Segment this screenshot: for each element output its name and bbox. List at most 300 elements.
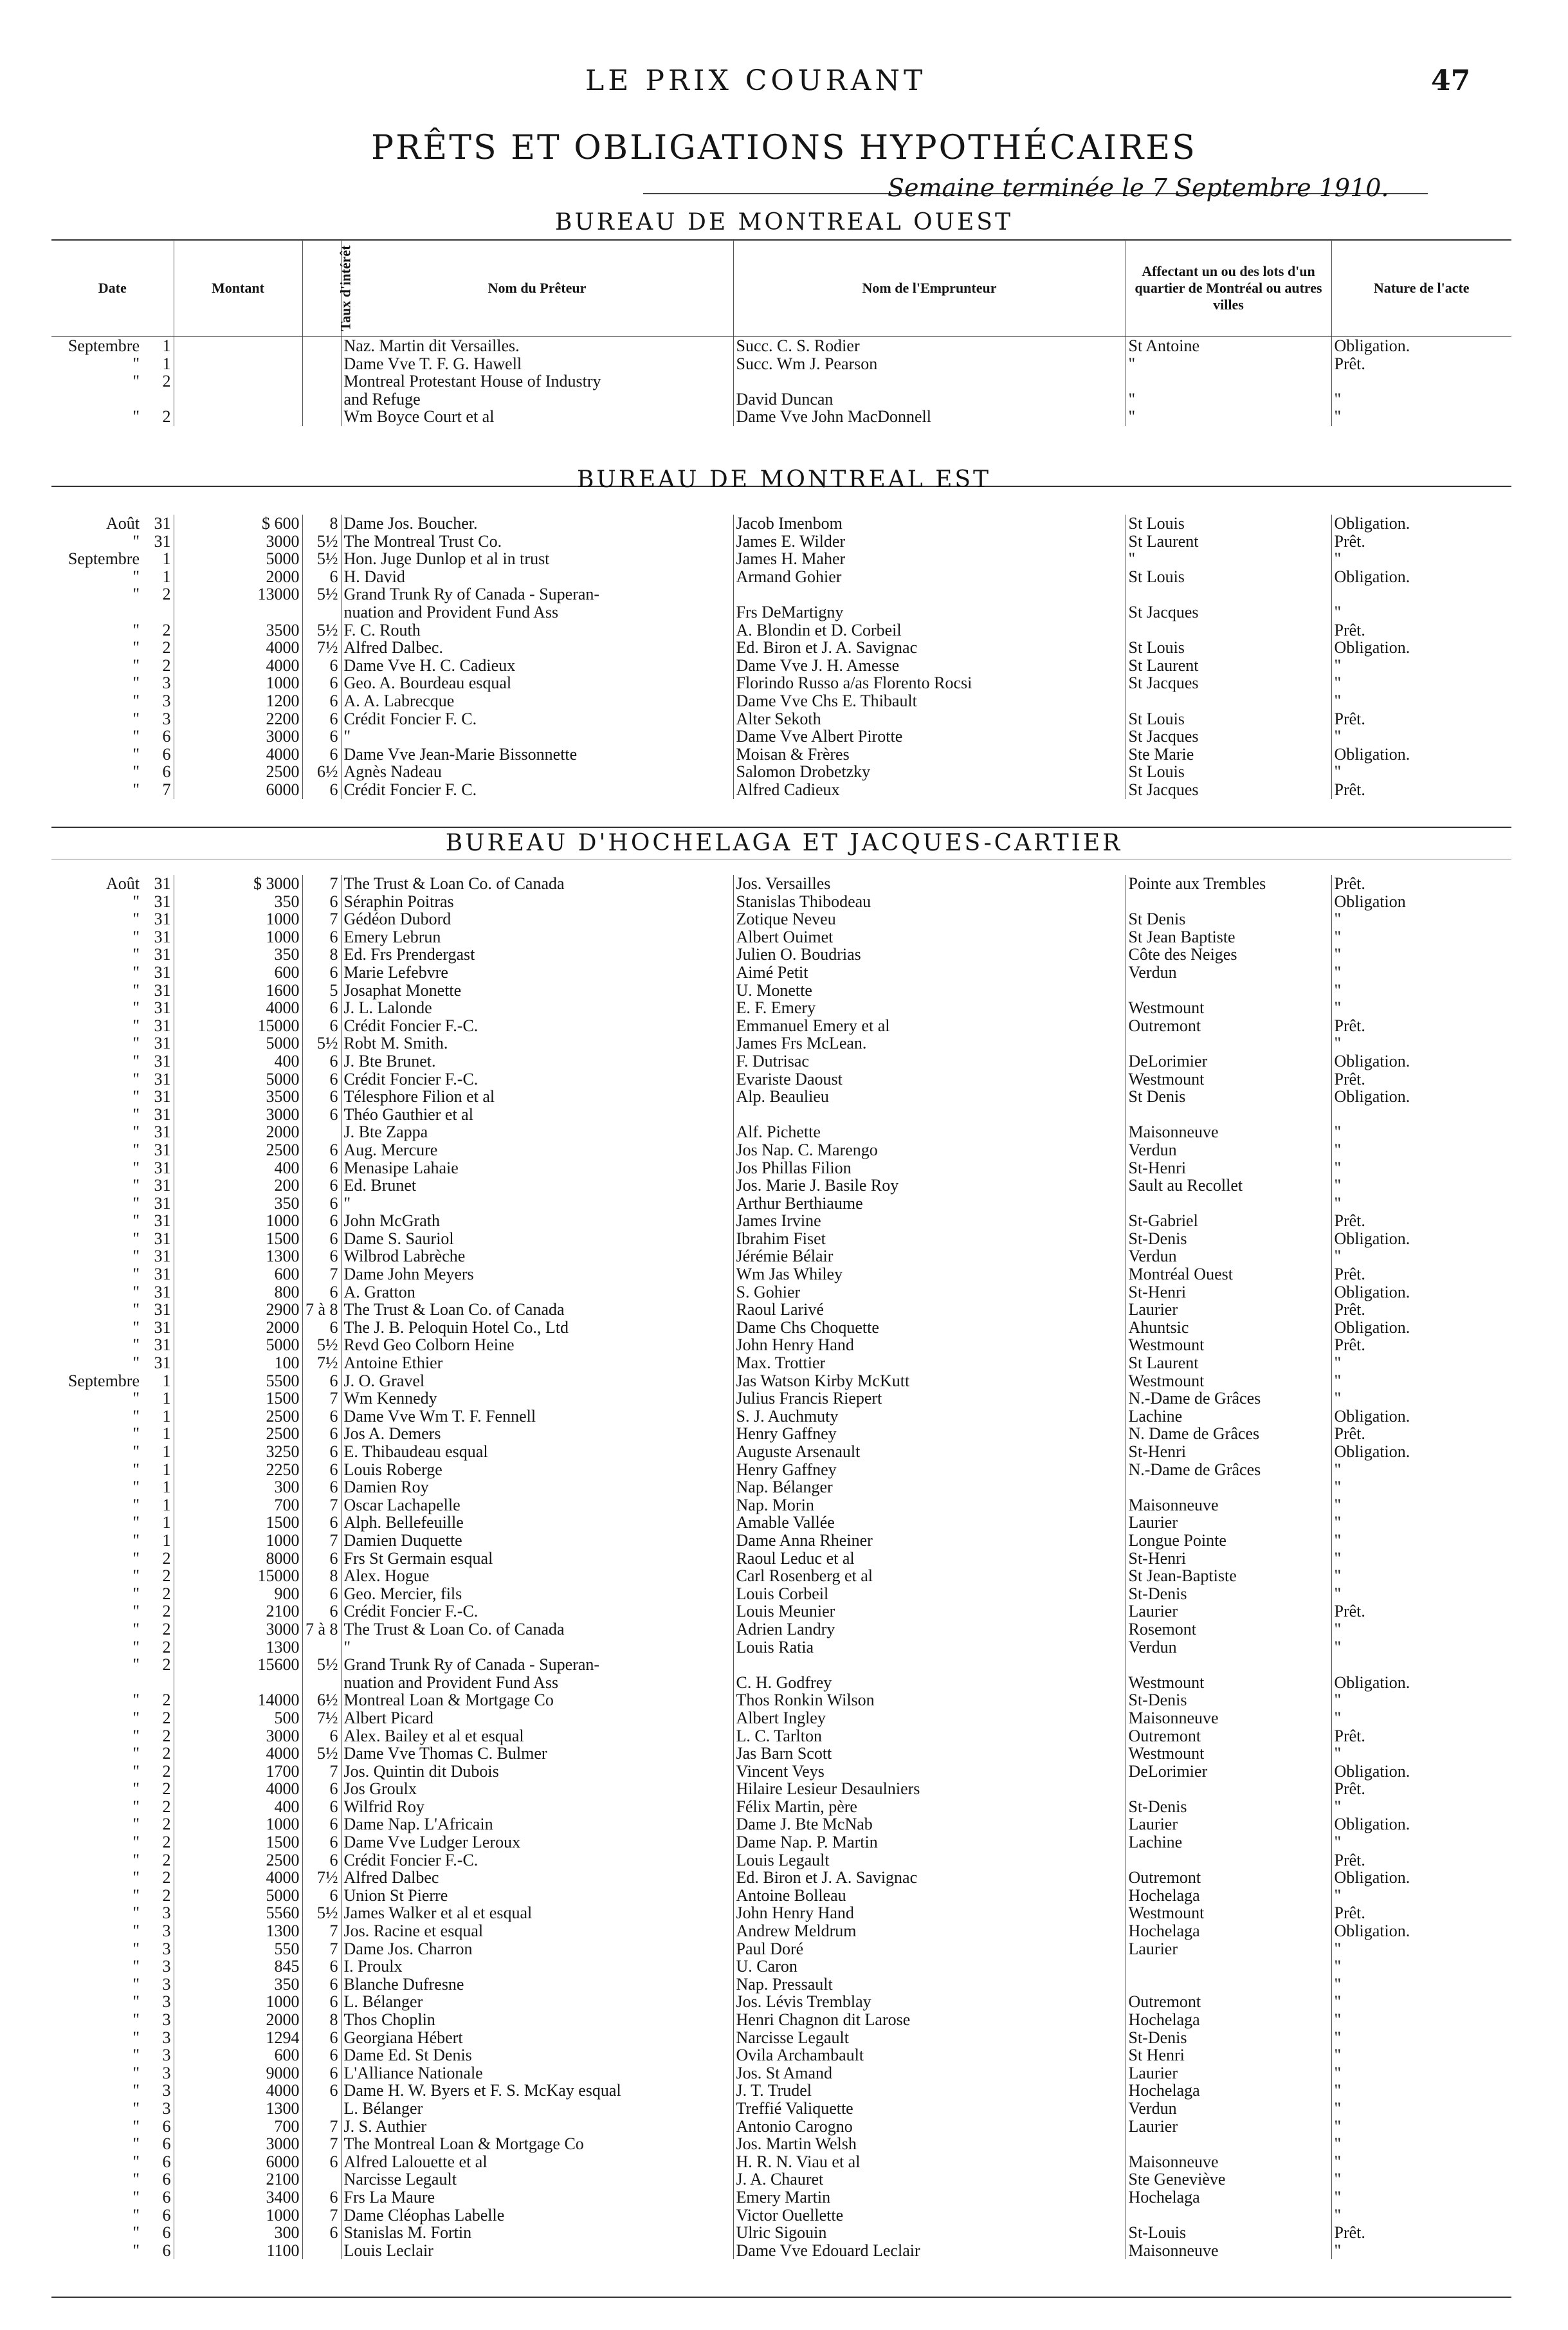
row-day: 1 bbox=[162, 567, 171, 586]
row-amount: 3250 bbox=[174, 1443, 302, 1461]
date-cell bbox=[51, 2118, 174, 2136]
date-cell bbox=[51, 982, 174, 1000]
row-lender: Wilfrid Roy bbox=[341, 1798, 733, 1816]
table-row bbox=[51, 372, 1511, 390]
row-day: 6 bbox=[162, 2152, 171, 2171]
row-lender: Antoine Ethier bbox=[341, 1354, 733, 1372]
table-row bbox=[51, 2046, 1511, 2064]
row-rate: 6 bbox=[302, 1443, 341, 1461]
row-day: 1 bbox=[162, 1424, 171, 1444]
row-borrower: Raoul Larivé bbox=[733, 1301, 1126, 1319]
row-lender: Louis Roberge bbox=[341, 1461, 733, 1479]
row-month: " bbox=[132, 1922, 140, 1941]
row-lender: The J. B. Peloquin Hotel Co., Ltd bbox=[341, 1319, 733, 1337]
date-cell bbox=[51, 1887, 174, 1905]
row-day: 1 bbox=[162, 336, 171, 355]
row-district: St-Henri bbox=[1126, 1283, 1331, 1301]
row-amount: 300 bbox=[174, 2224, 302, 2242]
row-nature: Prêt. bbox=[1334, 1779, 1365, 1799]
row-rate: 8 bbox=[302, 1567, 341, 1585]
row-lender: Théo Gauthier et al bbox=[341, 1106, 733, 1124]
row-month: " bbox=[132, 1424, 140, 1444]
row-rate: 7 bbox=[302, 1532, 341, 1550]
row-borrower: F. Dutrisac bbox=[733, 1052, 1126, 1070]
row-nature: " bbox=[1334, 2010, 1342, 2029]
row-borrower: Armand Gohier bbox=[733, 568, 1126, 586]
row-month: " bbox=[132, 1158, 140, 1177]
table-row bbox=[51, 1709, 1511, 1727]
table-row bbox=[51, 1585, 1511, 1603]
date-cell bbox=[51, 1496, 174, 1514]
week-label: Semaine terminée le 7 Septembre 1910. bbox=[888, 174, 1389, 202]
row-nature: " bbox=[1334, 910, 1342, 929]
row-rate: 7 à 8 bbox=[302, 1301, 341, 1319]
row-month: " bbox=[132, 638, 140, 657]
row-rate: 7 bbox=[302, 1940, 341, 1958]
row-month: " bbox=[132, 2063, 140, 2082]
date-cell bbox=[51, 781, 174, 799]
row-amount: 15600 bbox=[174, 1656, 302, 1674]
row-nature: Obligation. bbox=[1334, 1317, 1410, 1337]
row-district: " bbox=[1126, 390, 1331, 408]
row-borrower: Ulric Sigouin bbox=[733, 2224, 1126, 2242]
row-lender: Oscar Lachapelle bbox=[341, 1496, 733, 1514]
row-district: Longue Pointe bbox=[1126, 1532, 1331, 1550]
row-day: 3 bbox=[162, 1922, 171, 1941]
date-cell bbox=[51, 1141, 174, 1159]
row-nature: Prêt. bbox=[1334, 1211, 1365, 1231]
row-borrower: Hilaire Lesieur Desaulniers bbox=[733, 1780, 1126, 1798]
row-nature bbox=[1331, 1656, 1511, 1674]
table-row bbox=[51, 1247, 1511, 1265]
row-rate: 7½ bbox=[302, 1869, 341, 1887]
row-month: " bbox=[132, 2028, 140, 2047]
date-cell bbox=[51, 2046, 174, 2064]
row-district: St-Gabriel bbox=[1126, 1212, 1331, 1230]
row-district: Montréal Ouest bbox=[1126, 1265, 1331, 1283]
row-lender: Dame Vve H. C. Cadieux bbox=[341, 657, 733, 675]
row-lender: Wilbrod Labrèche bbox=[341, 1247, 733, 1265]
row-lender: Georgiana Hébert bbox=[341, 2029, 733, 2047]
row-month: Septembre bbox=[68, 1371, 140, 1390]
row-amount: 3000 bbox=[174, 533, 302, 551]
table-row bbox=[51, 692, 1511, 710]
table-row bbox=[51, 1780, 1511, 1798]
row-rate: 6 bbox=[302, 710, 341, 728]
row-amount: 5000 bbox=[174, 1887, 302, 1905]
row-borrower: Dame Vve J. H. Amesse bbox=[733, 657, 1126, 675]
row-month: " bbox=[132, 1051, 140, 1070]
row-district: Laurier bbox=[1126, 1602, 1331, 1620]
row-day: 1 bbox=[162, 1371, 171, 1390]
row-rate: 6 bbox=[302, 1408, 341, 1426]
row-rate: 7 bbox=[302, 1390, 341, 1408]
date-cell bbox=[51, 2206, 174, 2225]
row-day: 6 bbox=[162, 727, 171, 746]
table-header bbox=[51, 240, 1511, 337]
row-lender: Télesphore Filion et al bbox=[341, 1088, 733, 1106]
row-district: Verdun bbox=[1126, 2100, 1331, 2118]
row-district: St-Denis bbox=[1126, 1230, 1331, 1248]
table-row bbox=[51, 2206, 1511, 2225]
row-borrower: Adrien Landry bbox=[733, 1620, 1126, 1638]
row-lender: Emery Lebrun bbox=[341, 928, 733, 946]
row-borrower: L. C. Tarlton bbox=[733, 1727, 1126, 1745]
row-amount: 1500 bbox=[174, 1833, 302, 1851]
row-day: 31 bbox=[154, 1105, 171, 1124]
row-nature: Prêt. bbox=[1334, 1850, 1365, 1869]
col-taux-label: Taux d'intérêt bbox=[337, 245, 354, 331]
row-nature: Obligation. bbox=[1334, 744, 1410, 764]
row-nature: Obligation. bbox=[1334, 1282, 1410, 1301]
row-rate bbox=[302, 2100, 341, 2118]
row-nature: Prêt. bbox=[1334, 1016, 1365, 1035]
row-nature: Prêt. bbox=[1334, 1300, 1365, 1319]
row-day: 2 bbox=[162, 1833, 171, 1852]
row-district: St Henri bbox=[1126, 2046, 1331, 2064]
row-borrower: Alter Sekoth bbox=[733, 710, 1126, 728]
row-nature: " bbox=[1334, 1513, 1342, 1532]
row-day: 2 bbox=[162, 1708, 171, 1727]
row-amount: 2500 bbox=[174, 1425, 302, 1443]
row-district: St Louis bbox=[1126, 710, 1331, 728]
row-month: " bbox=[132, 2010, 140, 2029]
row-month: Août bbox=[106, 514, 140, 533]
row-nature: " bbox=[1334, 1974, 1342, 1994]
row-amount: 400 bbox=[174, 1798, 302, 1816]
date-cell bbox=[51, 1851, 174, 1869]
row-lender: Crédit Foncier F.-C. bbox=[341, 1017, 733, 1035]
row-month: Septembre bbox=[68, 336, 140, 355]
row-lender: Dame John Meyers bbox=[341, 1265, 733, 1283]
row-rate bbox=[302, 390, 341, 408]
row-nature: " bbox=[1334, 1548, 1342, 1568]
row-lender: The Montreal Loan & Mortgage Co bbox=[341, 2135, 733, 2153]
row-borrower: Louis Legault bbox=[733, 1851, 1126, 1869]
table-row bbox=[51, 1869, 1511, 1887]
row-lender: The Trust & Loan Co. of Canada bbox=[341, 1620, 733, 1638]
row-nature: " bbox=[1334, 1708, 1342, 1727]
row-amount: 4000 bbox=[174, 2082, 302, 2100]
row-borrower: Stanislas Thibodeau bbox=[733, 893, 1126, 911]
row-rate: 7 bbox=[302, 875, 341, 893]
row-borrower: Andrew Meldrum bbox=[733, 1922, 1126, 1940]
row-borrower: Alfred Cadieux bbox=[733, 781, 1126, 799]
row-rate: 6 bbox=[302, 1247, 341, 1265]
date-cell bbox=[51, 515, 174, 533]
row-day: 3 bbox=[162, 1903, 171, 1923]
row-amount bbox=[174, 337, 302, 355]
table-row bbox=[51, 1620, 1511, 1638]
row-district: St Louis bbox=[1126, 763, 1331, 781]
row-district: St Laurent bbox=[1126, 533, 1331, 551]
row-district bbox=[1126, 585, 1331, 603]
row-district: St-Denis bbox=[1126, 2029, 1331, 2047]
row-borrower: Dame Chs Choquette bbox=[733, 1319, 1126, 1337]
row-amount: 1300 bbox=[174, 1922, 302, 1940]
row-day: 2 bbox=[162, 1584, 171, 1603]
row-rate: 7 bbox=[302, 1496, 341, 1514]
row-district: St Laurent bbox=[1126, 1354, 1331, 1372]
date-cell bbox=[51, 1780, 174, 1798]
row-borrower: Jos Nap. C. Marengo bbox=[733, 1141, 1126, 1159]
date-cell bbox=[51, 1088, 174, 1106]
table-row bbox=[51, 1088, 1511, 1106]
row-lender: Union St Pierre bbox=[341, 1887, 733, 1905]
row-amount: 600 bbox=[174, 1265, 302, 1283]
row-borrower: Ovila Archambault bbox=[733, 2046, 1126, 2064]
row-month: " bbox=[132, 2134, 140, 2154]
date-cell bbox=[51, 692, 174, 710]
row-district: St-Denis bbox=[1126, 1691, 1331, 1709]
row-month: " bbox=[132, 1744, 140, 1763]
table-row bbox=[51, 657, 1511, 675]
date-cell bbox=[51, 1833, 174, 1851]
row-amount: 700 bbox=[174, 1496, 302, 1514]
row-district: Outremont bbox=[1126, 1017, 1331, 1035]
row-amount: 5500 bbox=[174, 1372, 302, 1390]
row-borrower: Nap. Pressault bbox=[733, 1976, 1126, 1994]
table-row bbox=[51, 982, 1511, 1000]
row-lender: Jos Groulx bbox=[341, 1780, 733, 1798]
table-row bbox=[51, 1052, 1511, 1070]
row-borrower: Nap. Morin bbox=[733, 1496, 1126, 1514]
row-month: " bbox=[132, 2187, 140, 2206]
row-district: St Jacques bbox=[1126, 781, 1331, 799]
row-amount: 2500 bbox=[174, 763, 302, 781]
row-day: 31 bbox=[154, 874, 171, 893]
row-district: " bbox=[1126, 550, 1331, 568]
row-amount: 1000 bbox=[174, 1815, 302, 1833]
date-cell bbox=[51, 1691, 174, 1709]
row-month: " bbox=[132, 1939, 140, 1958]
row-district: Sault au Recollet bbox=[1126, 1177, 1331, 1195]
row-day: 31 bbox=[154, 1087, 171, 1106]
table-row bbox=[51, 2082, 1511, 2100]
table-row bbox=[51, 603, 1511, 621]
row-rate: 6 bbox=[302, 1976, 341, 1994]
date-cell bbox=[51, 1106, 174, 1124]
row-day: 2 bbox=[162, 1566, 171, 1586]
row-district: Hochelaga bbox=[1126, 1922, 1331, 1940]
row-day: 31 bbox=[154, 1051, 171, 1070]
row-month: " bbox=[132, 1105, 140, 1124]
row-district: Ste Geneviève bbox=[1126, 2170, 1331, 2188]
row-nature: " bbox=[1334, 2134, 1342, 2154]
date-cell bbox=[51, 2029, 174, 2047]
row-day: 2 bbox=[162, 1691, 171, 1710]
row-lender: J. L. Lalonde bbox=[341, 999, 733, 1017]
row-lender: nuation and Provident Fund Ass bbox=[341, 603, 733, 621]
row-month: " bbox=[132, 910, 140, 929]
section-title-montreal-est: BUREAU DE MONTREAL EST bbox=[576, 466, 992, 493]
page-number: 47 bbox=[1431, 64, 1471, 97]
row-nature: " bbox=[1334, 2028, 1342, 2047]
row-amount: 3500 bbox=[174, 1088, 302, 1106]
date-cell bbox=[51, 946, 174, 964]
row-rate: 6 bbox=[302, 1851, 341, 1869]
row-day: 31 bbox=[154, 927, 171, 946]
row-lender: Grand Trunk Ry of Canada - Superan- bbox=[341, 1656, 733, 1674]
row-borrower: Ed. Biron et J. A. Savignac bbox=[733, 1869, 1126, 1887]
table-row bbox=[51, 1461, 1511, 1479]
row-district bbox=[1126, 1034, 1331, 1052]
row-amount: 800 bbox=[174, 1283, 302, 1301]
row-borrower: Zotique Neveu bbox=[733, 910, 1126, 928]
row-rate: 6 bbox=[302, 2046, 341, 2064]
row-borrower: James E. Wilder bbox=[733, 533, 1126, 551]
row-month: " bbox=[132, 1530, 140, 1550]
row-day: 1 bbox=[162, 1442, 171, 1461]
row-month: " bbox=[132, 2116, 140, 2136]
row-district: Hochelaga bbox=[1126, 2082, 1331, 2100]
row-nature: " bbox=[1334, 762, 1342, 782]
date-cell bbox=[51, 1922, 174, 1940]
row-day: 2 bbox=[162, 1885, 171, 1905]
row-district: Westmount bbox=[1126, 1336, 1331, 1354]
row-day: 1 bbox=[162, 1513, 171, 1532]
row-amount: 700 bbox=[174, 2118, 302, 2136]
row-nature: " bbox=[1334, 1495, 1342, 1514]
table-row bbox=[51, 1195, 1511, 1213]
row-month: " bbox=[132, 927, 140, 946]
row-day: 31 bbox=[154, 1069, 171, 1088]
row-nature: " bbox=[1334, 1034, 1342, 1053]
row-district: St Jacques bbox=[1126, 674, 1331, 692]
row-district: Lachine bbox=[1126, 1408, 1331, 1426]
table-row bbox=[51, 1904, 1511, 1922]
table-row bbox=[51, 1550, 1511, 1568]
row-nature: Prêt. bbox=[1334, 2223, 1365, 2243]
row-day: 1 bbox=[162, 549, 171, 569]
row-nature: Obligation. bbox=[1334, 1922, 1410, 1941]
row-month: " bbox=[132, 407, 140, 427]
row-day: 3 bbox=[162, 1992, 171, 2012]
date-cell bbox=[51, 999, 174, 1017]
row-borrower: Louis Corbeil bbox=[733, 1585, 1126, 1603]
row-borrower: James H. Maher bbox=[733, 550, 1126, 568]
col-nature: Nature de l'acte bbox=[1331, 240, 1511, 337]
row-borrower: Frs DeMartigny bbox=[733, 603, 1126, 621]
row-district bbox=[1126, 1195, 1331, 1213]
date-cell bbox=[51, 1017, 174, 1035]
row-nature: " bbox=[1334, 549, 1342, 569]
table-row bbox=[51, 2100, 1511, 2118]
row-nature: Prêt. bbox=[1334, 1602, 1365, 1621]
row-day: 31 bbox=[154, 980, 171, 1000]
row-borrower: Emery Martin bbox=[733, 2188, 1126, 2206]
row-district: Ahuntsic bbox=[1126, 1319, 1331, 1337]
row-day: 3 bbox=[162, 2063, 171, 2082]
row-day: 2 bbox=[162, 656, 171, 675]
row-borrower: Carl Rosenberg et al bbox=[733, 1567, 1126, 1585]
date-cell bbox=[51, 2082, 174, 2100]
row-rate: 6 bbox=[302, 674, 341, 692]
row-amount: 2000 bbox=[174, 2011, 302, 2029]
row-borrower: Ibrahim Fiset bbox=[733, 1230, 1126, 1248]
table-row bbox=[51, 1301, 1511, 1319]
row-district: Verdun bbox=[1126, 1638, 1331, 1656]
row-lender: Thos Choplin bbox=[341, 2011, 733, 2029]
row-day: 2 bbox=[162, 620, 171, 639]
row-month: " bbox=[132, 1637, 140, 1656]
row-district: Pointe aux Trembles bbox=[1126, 875, 1331, 893]
row-rate: 6½ bbox=[302, 763, 341, 781]
row-lender: Agnès Nadeau bbox=[341, 763, 733, 781]
date-cell bbox=[51, 621, 174, 639]
row-rate: 6½ bbox=[302, 1691, 341, 1709]
row-month: " bbox=[132, 585, 140, 604]
table-row bbox=[51, 408, 1511, 426]
table-row bbox=[51, 1887, 1511, 1905]
row-lender: Montreal Loan & Mortgage Co bbox=[341, 1691, 733, 1709]
row-borrower: Moisan & Frères bbox=[733, 746, 1126, 764]
journal-name: LE PRIX COURANT bbox=[585, 64, 927, 97]
row-borrower: Salomon Drobetzky bbox=[733, 763, 1126, 781]
date-cell bbox=[51, 408, 174, 426]
row-lender: Dame Jos. Charron bbox=[341, 1940, 733, 1958]
row-amount: $ 600 bbox=[174, 515, 302, 533]
row-day: 2 bbox=[162, 638, 171, 657]
row-rate: 6 bbox=[302, 928, 341, 946]
row-amount: 1294 bbox=[174, 2029, 302, 2047]
row-nature: " bbox=[1334, 1637, 1342, 1656]
row-month: " bbox=[132, 1140, 140, 1159]
row-amount: 350 bbox=[174, 946, 302, 964]
row-month: " bbox=[132, 1513, 140, 1532]
row-rate: 5½ bbox=[302, 1904, 341, 1922]
date-cell bbox=[51, 1336, 174, 1354]
row-borrower: Narcisse Legault bbox=[733, 2029, 1126, 2047]
row-borrower: Aimé Petit bbox=[733, 964, 1126, 982]
row-month: " bbox=[132, 727, 140, 746]
row-month: " bbox=[132, 1974, 140, 1994]
row-rate: 6 bbox=[302, 1461, 341, 1479]
row-amount: 1000 bbox=[174, 2206, 302, 2225]
row-day: 7 bbox=[162, 780, 171, 799]
row-district: Hochelaga bbox=[1126, 2011, 1331, 2029]
row-day: 31 bbox=[154, 1176, 171, 1195]
row-lender: " bbox=[341, 728, 733, 746]
row-borrower: S. J. Auchmuty bbox=[733, 1408, 1126, 1426]
table-row bbox=[51, 910, 1511, 928]
row-amount: 5560 bbox=[174, 1904, 302, 1922]
row-lender: Crédit Foncier F.-C. bbox=[341, 1602, 733, 1620]
table-row bbox=[51, 1443, 1511, 1461]
row-rate: 6 bbox=[302, 1141, 341, 1159]
section-title-montreal-ouest: BUREAU DE MONTREAL OUEST bbox=[555, 209, 1013, 235]
row-day: 2 bbox=[162, 372, 171, 391]
table-row bbox=[51, 2242, 1511, 2260]
date-cell bbox=[51, 1301, 174, 1319]
row-nature: Obligation. bbox=[1334, 336, 1410, 355]
row-day: 31 bbox=[154, 962, 171, 982]
row-borrower: Louis Ratia bbox=[733, 1638, 1126, 1656]
row-nature: " bbox=[1334, 1833, 1342, 1852]
table-montreal-ouest bbox=[51, 240, 1511, 426]
row-lender: Alex. Hogue bbox=[341, 1567, 733, 1585]
row-day: 6 bbox=[162, 2170, 171, 2189]
row-borrower: Alp. Beaulieu bbox=[733, 1088, 1126, 1106]
row-rate: 7 bbox=[302, 2135, 341, 2153]
row-nature: " bbox=[1334, 2063, 1342, 2082]
row-borrower: Jérémie Bélair bbox=[733, 1247, 1126, 1265]
date-cell bbox=[51, 355, 174, 373]
row-amount: 3000 bbox=[174, 1727, 302, 1745]
row-month: " bbox=[132, 1691, 140, 1710]
row-rate: 6 bbox=[302, 1780, 341, 1798]
row-amount: 350 bbox=[174, 1976, 302, 1994]
